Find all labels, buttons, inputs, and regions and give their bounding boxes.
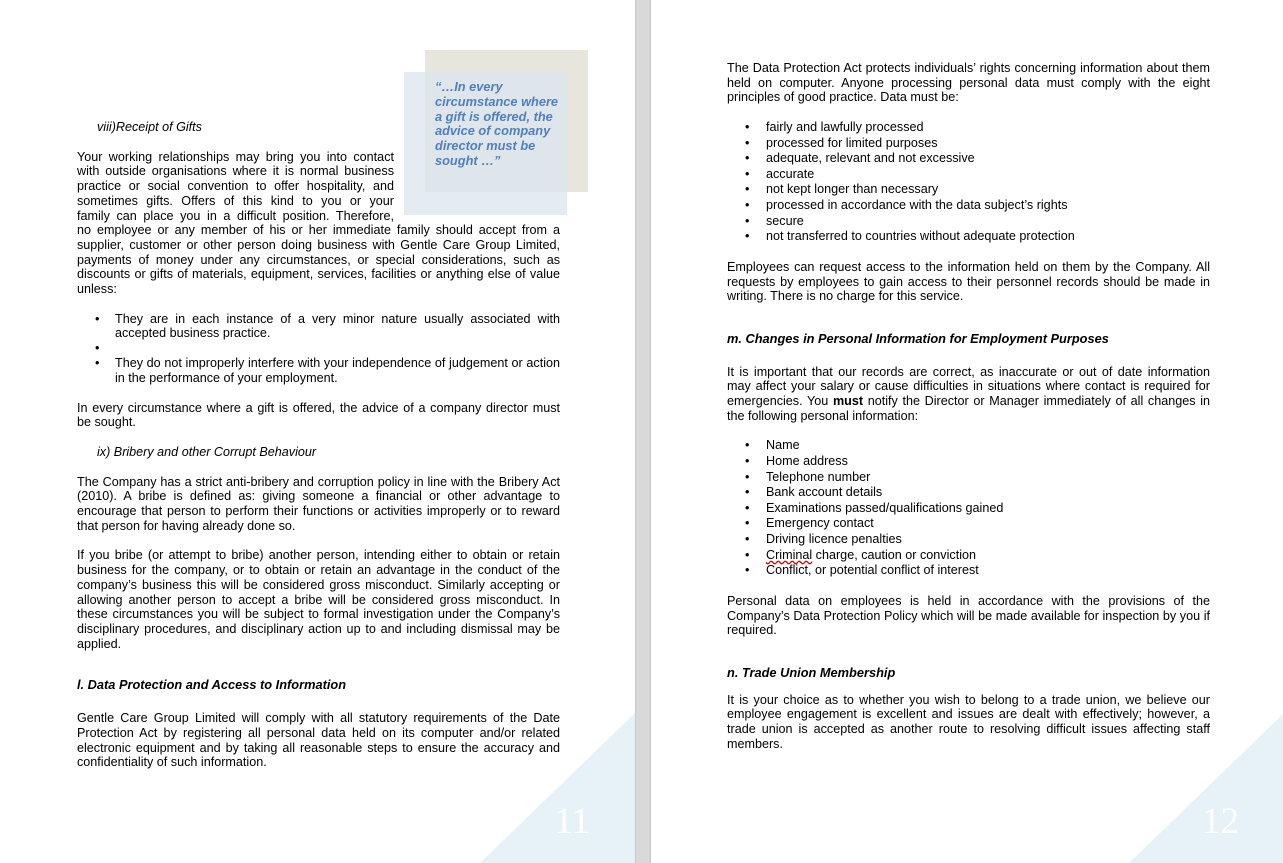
- bribery-paragraph-2: If you bribe (or attempt to bribe) another person, intending either to obtain or retain business for the company, or to obtain or retain an advantage in the conduct of the company’s business this will be considered gross misconduct. Similarly accepting or allowing another person to accept a bribe will be considered gross misconduct. In these circumstances you will be subject to formal investigation under the Company’s disciplinary procedures, and disciplinary action up to and including dismissal may be applied.: [77, 548, 560, 651]
- data-protection-principles: [727, 120, 1210, 245]
- list-item: • accurate: [727, 167, 1210, 183]
- page-number: 12: [1202, 801, 1239, 842]
- list-item: • They are in each instance of a very minor nature usually associated with accepted business practice.: [77, 312, 560, 341]
- personal-info-list: [727, 438, 1210, 578]
- changes-heading: m. Changes in Personal Information for Employment Purposes: [727, 330, 1109, 346]
- list-item: • processed in accordance with the data subject’s rights: [727, 198, 1210, 214]
- list-item: • They do not improperly interfere with your independence of judgement or action in the performance of your employment.: [77, 356, 560, 385]
- list-item: • Home address: [727, 454, 1210, 470]
- list-item: • Telephone number: [727, 470, 1210, 486]
- gifts-intro-line: family can place you in a difficult position. Therefore,: [77, 208, 394, 223]
- gifts-conclusion: In every circumstance where a gift is offered, the advice of a company director must be sought.: [77, 400, 560, 430]
- gifts-heading: viii)Receipt of Gifts: [97, 120, 202, 134]
- gifts-intro-line: sometimes gifts. Offers of this kind to you or your: [77, 193, 394, 208]
- page-gap: [636, 0, 649, 863]
- list-item: • Driving licence penalties: [727, 532, 1210, 548]
- changes-paragraph-2: Personal data on employees is held in accordance with the provisions of the Company’s Data Protection Policy which will be made available for inspection by you if required.: [727, 593, 1210, 638]
- gifts-intro-line: Your working relationships may bring you into contact: [77, 149, 394, 164]
- page-12-body: [727, 61, 1210, 751]
- changes-paragraph-1: It is important that our records are correct, as inaccurate or out of date information may affect your salary or cause difficulties in situations where contact is required for emergencies. You must notify the Director or Manager immediately of all changes in the following personal information:: [727, 364, 1210, 423]
- gifts-intro-line: practice or social convention to offer hospitality, and: [77, 179, 394, 194]
- list-item: • adequate, relevant and not excessive: [727, 151, 1210, 167]
- bribery-heading: ix) Bribery and other Corrupt Behaviour: [97, 444, 317, 459]
- data-protection-intro: The Data Protection Act protects individuals’ rights concerning information about them held on computer. Anyone processing personal data must comply with the eight principles of good practice. Data must be:: [727, 61, 1210, 105]
- list-item: • processed for limited purposes: [727, 136, 1210, 152]
- page-11-body: [77, 120, 560, 770]
- list-item: • Criminal charge, caution or conviction: [727, 548, 1210, 564]
- list-item: • Bank account details: [727, 485, 1210, 501]
- gifts-intro: [77, 150, 394, 224]
- spellcheck-word[interactable]: Criminal: [766, 547, 813, 562]
- bribery-paragraph-1: The Company has a strict anti-bribery and corruption policy in line with the Bribery Act (2010). A bribe is defined as: giving someone a financial or other advantage to encourage that person to perform their functions or activities improperly or to reward that person for having already done so.: [77, 474, 560, 533]
- list-item: • not transferred to countries without adequate protection: [727, 229, 1210, 245]
- list-item: • not kept longer than necessary: [727, 182, 1210, 198]
- trade-union-heading: n. Trade Union Membership: [727, 664, 896, 680]
- page-11: [0, 0, 636, 863]
- gifts-intro-continued: no employee or any member of his or her immediate family should accept from a supplier, customer or other person doing business with Gentle Care Group Limited, payments of money under any circumstances, or special considerations, such as discounts or gifts of materials, equipment, services, facilities or anything else of value unless:: [77, 223, 560, 297]
- list-item: • Emergency contact: [727, 516, 1210, 532]
- pull-quote: “…In every circumstance where a gift is offered, the advice of company director must be sought …”: [435, 79, 559, 168]
- list-item: • Name: [727, 438, 1210, 454]
- data-protection-heading: l. Data Protection and Access to Information: [77, 677, 347, 693]
- page-12: [650, 0, 1283, 863]
- list-item: • secure: [727, 214, 1210, 230]
- gifts-intro-line: with outside organisations where it is normal business: [77, 164, 394, 179]
- data-access-paragraph: Employees can request access to the information held on them by the Company. All requests by employees to gain access to their personnel records should be made in writing. There is no charge for this service.: [727, 259, 1210, 304]
- page-number: 11: [554, 801, 590, 842]
- gifts-conditions-list: [77, 312, 560, 386]
- data-protection-paragraph: Gentle Care Group Limited will comply with all statutory requirements of the Date Protection Act by registering all personal data held on its computer and/or related electronic equipment and by taking all reasonable steps to ensure the accuracy and confidentiality of such information.: [77, 711, 560, 770]
- list-item: • Examinations passed/qualifications gained: [727, 501, 1210, 517]
- list-item: • Conflict, or potential conflict of interest: [727, 563, 1210, 579]
- trade-union-paragraph: It is your choice as to whether you wish to belong to a trade union, we believe our employee engagement is excellent and issues are dealt with effectively; however, a trade union is accepted as another route to resolving difficult issues affecting staff members.: [727, 692, 1210, 751]
- list-item: • fairly and lawfully processed: [727, 120, 1210, 136]
